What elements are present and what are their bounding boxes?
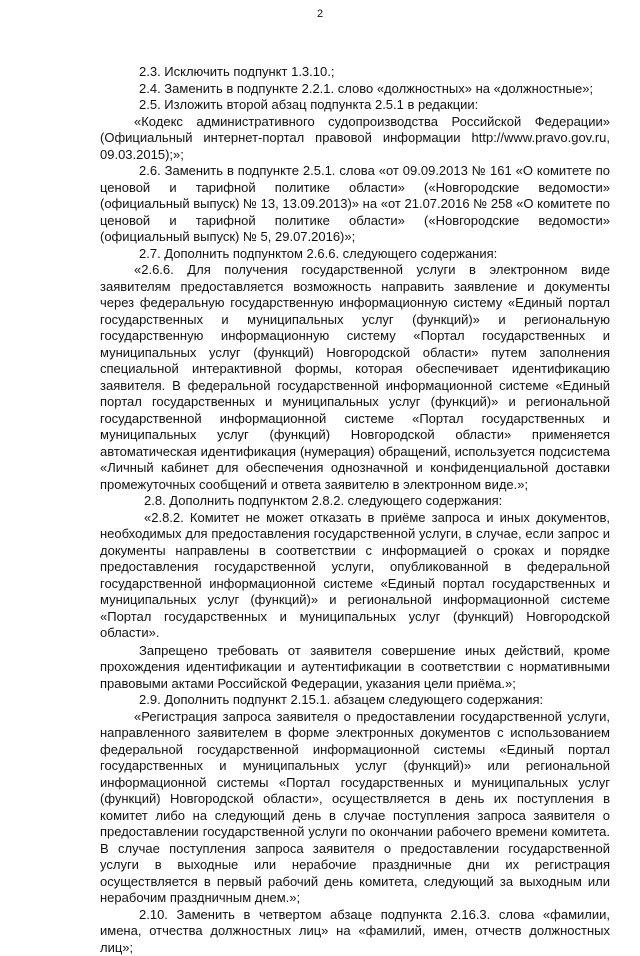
paragraph: «Кодекс административного судопроизводства Российской Федерации» (Официальный интернет-портал правовой информации http://www.pravo.gov.ru, 09.03.2015);»; (100, 114, 610, 164)
paragraph: 2.4. Заменить в подпункте 2.2.1. слово «должностных» на «должностные»; (100, 81, 610, 98)
paragraph: Запрещено требовать от заявителя совершение иных действий, кроме прохождения идентификации и аутентификации в соответствии с нормативными правовыми актами Российской Федерации, указания цели приёма.»; (100, 643, 610, 693)
paragraph: 2.9. Дополнить подпункт 2.15.1. абзацем следующего содержания: (100, 692, 610, 709)
paragraph: «2.8.2. Комитет не может отказать в приёме запроса и иных документов, необходимых для предоставления государственной услуги, в случае, если запрос и документы направлены в соответствии с информацией о сроках и порядке предоставления государственной услуги, опубликованной в федеральной государственной информационной системе «Единый портал государственных и муниципальных услуг (функций)» и региональной информационной системе «Портал государственных и муниципальных услуг (функций) Новгородской области». (100, 510, 610, 642)
paragraph: 2.5. Изложить второй абзац подпункта 2.5.1 в редакции: (100, 97, 610, 114)
paragraph: «2.6.6. Для получения государственной услуги в электронном виде заявителям предоставляется возможность направить заявление и документы через федеральную государственную информационную систему «Единый портал государственных и муниципальных услуг (функций)» и региональную государственную информационную систему «Портал государственных и муниципальных услуг (функций) Новгородской области» путем заполнения специальной интерактивной формы, которая обеспечивает идентификацию заявителя. В федеральной государственной информационной системе «Единый портал государственных и муниципальных услуг (функций)» и региональной государственной информационной системе «Портал государственных и муниципальных услуг (функций) Новгородской области» применяется автоматическая идентификация (нумерация) обращений, используется подсистема «Личный кабинет для обеспечения однозначной и конфиденциальной доставки промежуточных сообщений и ответа заявителю в электронном виде.»; (100, 262, 610, 493)
paragraph: 2.10. Заменить в четвертом абзаце подпункта 2.16.3. слова «фамилии, имена, отчества должностных лиц» на «фамилий, имен, отчеств должностных лиц»; (100, 907, 610, 956)
paragraph: 2.3. Исключить подпункт 1.3.10.; (100, 64, 610, 81)
paragraph: 2.8. Дополнить подпунктом 2.8.2. следующего содержания: (100, 493, 610, 510)
paragraph: 2.7. Дополнить подпунктом 2.6.6. следующего содержания: (100, 246, 610, 263)
paragraph: 2.6. Заменить в подпункте 2.5.1. слова «от 09.09.2013 № 161 «О комитете по ценовой и тарифной политике области» («Новгородские ведомости» (официальный выпуск) № 13, 13.09.2013)» на «от 21.07.2016 № 258 «О комитете по ценовой и тарифной политике области» («Новгородские ведомости» (официальный выпуск) № 5, 29.07.2016)»; (100, 163, 610, 246)
document-body (100, 64, 610, 956)
page-number: 2 (0, 6, 640, 23)
paragraph: «Регистрация запроса заявителя о предоставлении государственной услуги, направленного заявителем в форме электронных документов с использованием федеральной государственной информационной системы «Единый портал государственных и муниципальных услуг (функций)» или региональной информационной системы «Портал государственных и муниципальных услуг (функций) Новгородской области», осуществляется в день их поступления в комитет либо на следующий день в случае поступления запроса заявителя о предоставлении государственной услуги по окончании рабочего времени комитета. В случае поступления запроса заявителя о предоставлении государственной услуги в выходные или нерабочие праздничные дни их регистрация осуществляется в первый рабочий день комитета, следующий за выходным или нерабочим праздничным днем.»; (100, 709, 610, 907)
